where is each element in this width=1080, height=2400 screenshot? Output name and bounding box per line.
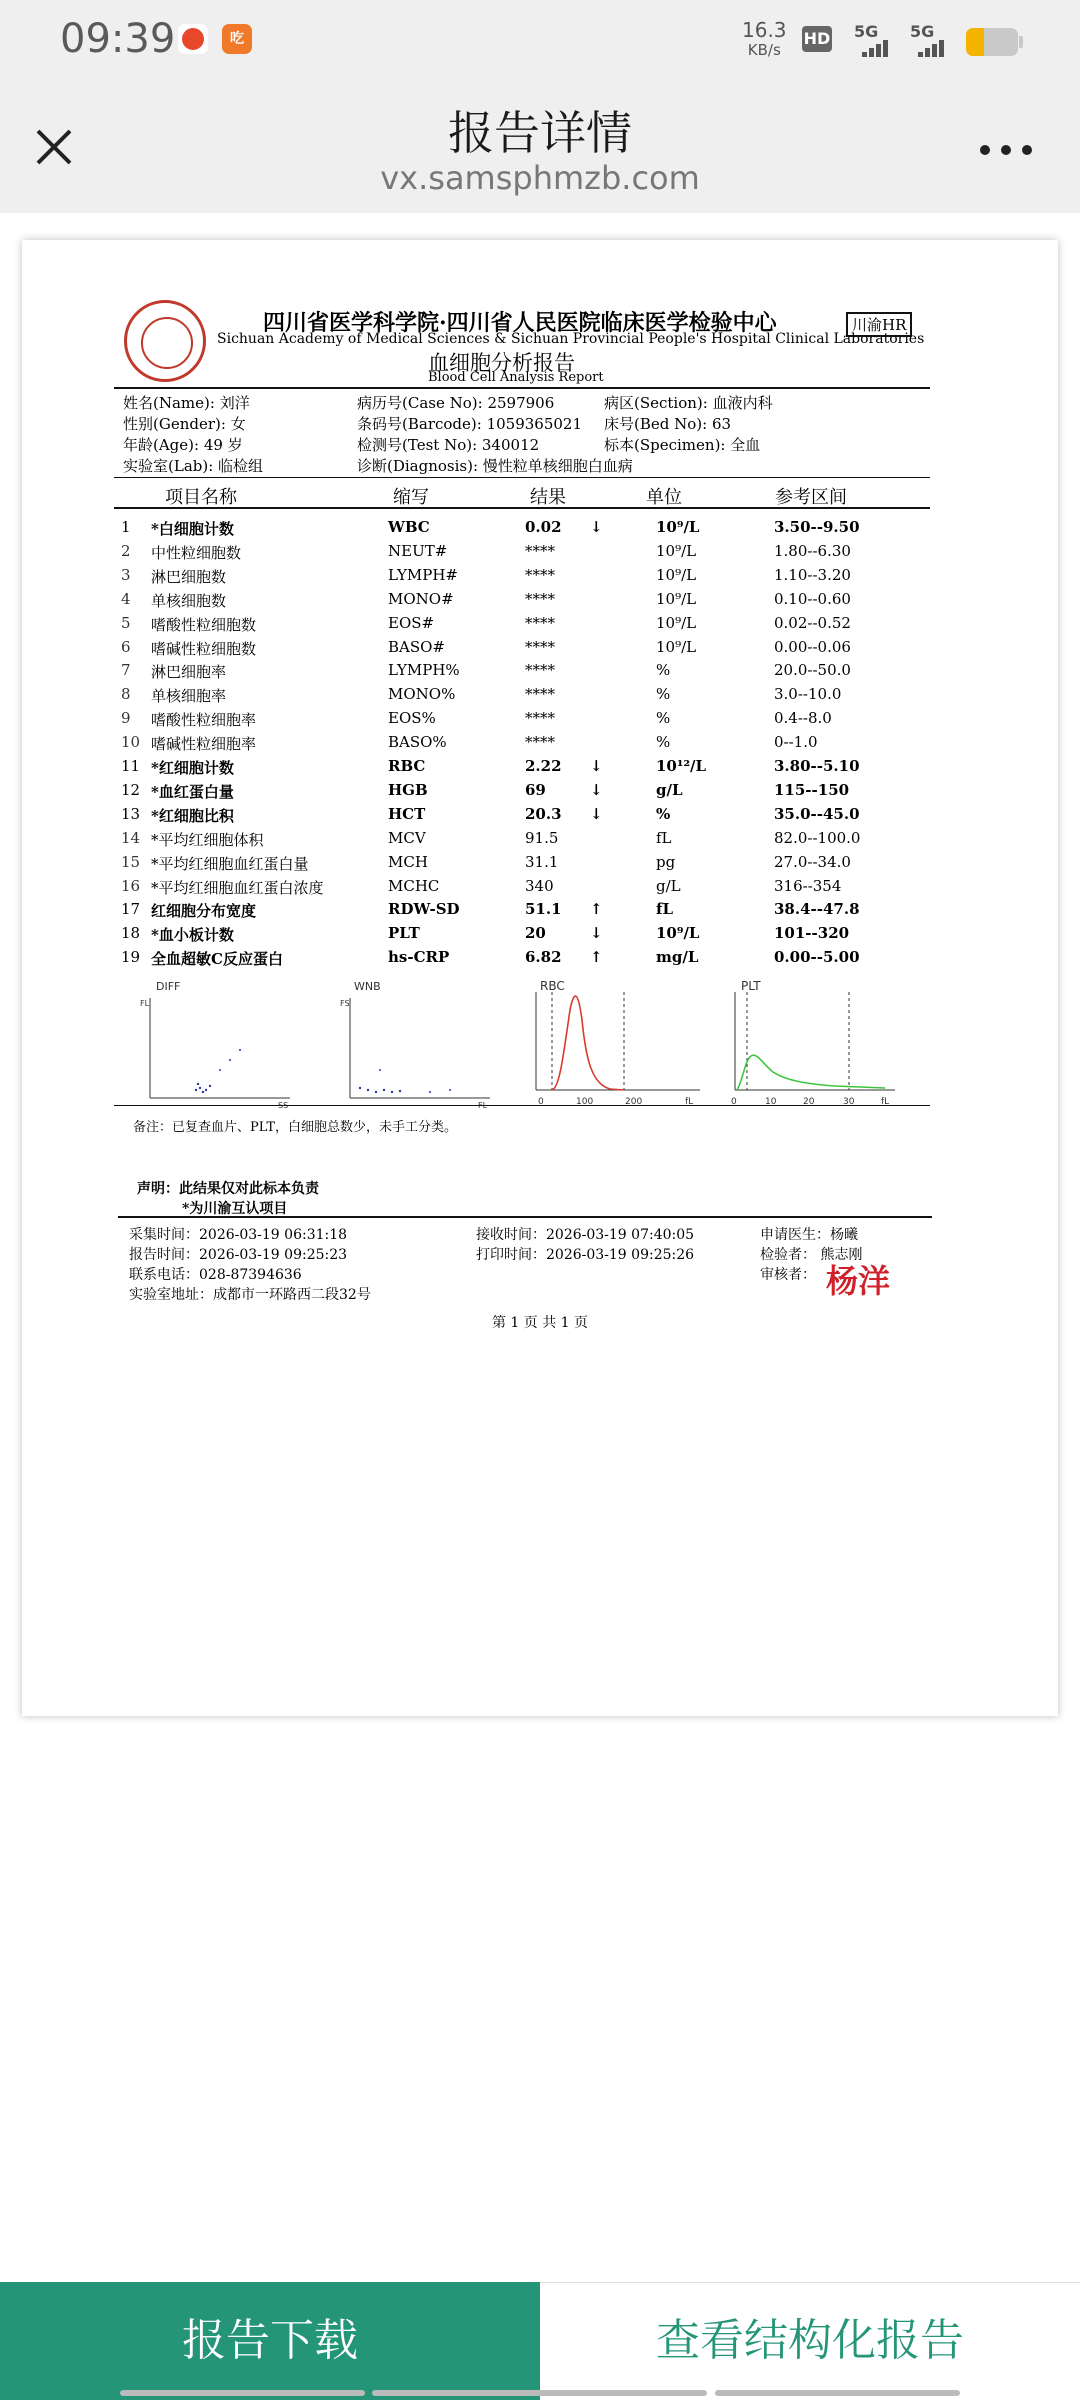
- row-flag: ↓: [590, 780, 603, 799]
- row-result: ****: [525, 589, 555, 608]
- declaration: 声明：此结果仅对此标本负责: [137, 1181, 319, 1197]
- row-unit: 10⁹/L: [656, 518, 700, 536]
- row-unit: %: [656, 685, 671, 704]
- row-range: 27.0--34.0: [774, 852, 851, 871]
- more-icon[interactable]: [976, 141, 1036, 161]
- row-abbr: PLT: [388, 924, 420, 943]
- row-result: 31.1: [525, 852, 559, 871]
- row-abbr: RBC: [388, 757, 426, 775]
- row-result: ****: [525, 661, 555, 680]
- plt-histogram: [725, 980, 915, 1110]
- row-unit: %: [656, 804, 671, 823]
- diff-axis-y: FL: [140, 999, 150, 1008]
- divider: [114, 507, 930, 509]
- page-indicator: 第 1 页 共 1 页: [491, 1315, 589, 1331]
- table-row: [0, 733, 1080, 757]
- row-range: 38.4--47.8: [774, 900, 860, 919]
- row-flag: ↓: [590, 518, 603, 536]
- row-range: 0.00--5.00: [774, 948, 860, 967]
- row-result: 2.22: [525, 757, 562, 775]
- row-range: 0.4--8.0: [774, 709, 832, 728]
- rbc-tick-unit: fL: [685, 1097, 694, 1107]
- row-abbr: NEUT#: [388, 541, 448, 560]
- lab-phone: 联系电话：028-87394636: [129, 1267, 302, 1283]
- plt-tick-30: 30: [843, 1097, 855, 1107]
- row-abbr: BASO%: [388, 733, 447, 752]
- view-structured-report-button[interactable]: 查看结构化报告: [540, 2282, 1080, 2400]
- row-item-name: 嗜酸性粒细胞率: [151, 711, 257, 730]
- net-speed-unit: KB/s: [747, 41, 781, 59]
- table-row: [0, 542, 1080, 566]
- row-result: 0.02: [525, 518, 562, 536]
- row-no: 6: [121, 637, 131, 656]
- row-abbr: LYMPH%: [388, 661, 460, 680]
- collect-time: 采集时间：2026-03-19 06:31:18: [129, 1227, 348, 1243]
- row-unit: 10⁹/L: [656, 613, 697, 632]
- battery-icon: [966, 28, 1018, 56]
- rbc-label: RBC: [540, 980, 565, 993]
- col-header-name: 项目名称: [165, 487, 237, 508]
- report-title: 血细胞分析报告: [428, 351, 575, 375]
- row-result: ****: [525, 709, 555, 728]
- bed-no: 床号(Bed No): 63: [604, 415, 732, 433]
- row-unit: 10⁹/L: [656, 565, 697, 584]
- row-result: 91.5: [525, 828, 559, 847]
- row-result: 69: [525, 780, 546, 799]
- table-row: [0, 900, 1080, 924]
- table-row: [0, 805, 1080, 829]
- row-result: ****: [525, 565, 555, 584]
- divider: [114, 1105, 930, 1106]
- case-no: 病历号(Case No): 2597906: [357, 394, 555, 412]
- remark: 备注：已复查血片、PLT，白细胞总数少，未手工分类。: [133, 1120, 457, 1135]
- row-item-name: 淋巴细胞数: [151, 567, 227, 586]
- row-result: 340: [525, 876, 554, 895]
- row-abbr: MONO#: [388, 589, 454, 608]
- lab-address: 实验室地址：成都市一环路西二段32号: [129, 1287, 371, 1303]
- net-speed: [742, 20, 787, 60]
- row-no: 1: [121, 518, 131, 536]
- row-range: 3.80--5.10: [774, 757, 860, 775]
- signal-bars-icon-1: [862, 38, 890, 56]
- row-no: 16: [121, 876, 141, 895]
- row-no: 10: [121, 733, 141, 752]
- row-no: 4: [121, 589, 131, 608]
- row-flag: ↓: [590, 757, 603, 775]
- row-abbr: HCT: [388, 804, 426, 823]
- row-flag: ↓: [590, 804, 603, 823]
- table-row: [0, 518, 1080, 542]
- row-unit: fL: [656, 900, 673, 919]
- table-row: [0, 877, 1080, 901]
- patient-gender: 性别(Gender): 女: [123, 415, 246, 433]
- row-range: 316--354: [774, 876, 842, 895]
- row-item-name: 嗜碱性粒细胞数: [151, 639, 257, 658]
- diff-axis-x: SS: [278, 1101, 289, 1110]
- row-range: 0.00--0.06: [774, 637, 851, 656]
- reviewer: 审核者：: [760, 1267, 816, 1283]
- row-item-name: 单核细胞率: [151, 687, 227, 706]
- row-abbr: MCV: [388, 828, 426, 847]
- status-bar: [0, 0, 1080, 85]
- row-range: 115--150: [774, 780, 850, 799]
- rbc-tick-100: 100: [576, 1097, 594, 1107]
- row-flag: ↑: [590, 900, 603, 919]
- net-speed-value: 16.3: [742, 18, 787, 42]
- row-unit: 10¹²/L: [656, 757, 707, 775]
- plt-tick-10: 10: [765, 1097, 777, 1107]
- table-row: [0, 948, 1080, 972]
- row-item-name: *红细胞计数: [151, 759, 234, 777]
- row-no: 13: [121, 804, 141, 823]
- lab: 实验室(Lab): 临检组: [123, 457, 264, 475]
- download-report-button[interactable]: 报告下载: [0, 2282, 540, 2400]
- row-item-name: *平均红细胞体积: [151, 830, 264, 849]
- col-header-result: 结果: [530, 487, 566, 508]
- row-item-name: *平均红细胞血红蛋白量: [151, 854, 309, 873]
- tomato-app-icon: [178, 24, 208, 54]
- row-no: 3: [121, 565, 131, 584]
- page-url: vx.samsphmzb.com: [380, 159, 700, 197]
- institution-en: Sichuan Academy of Medical Sciences & Sichuan Provincial People's Hospital Clinical Laboratories: [217, 331, 925, 347]
- signal-5g-label-1: 5G: [854, 22, 879, 41]
- report-subtitle: Blood Cell Analysis Report: [428, 370, 604, 385]
- divider: [114, 477, 930, 478]
- print-time: 打印时间：2026-03-19 09:25:26: [476, 1247, 695, 1263]
- rbc-tick-0: 0: [538, 1097, 544, 1107]
- hospital-seal-logo: [124, 300, 206, 382]
- table-row: [0, 924, 1080, 948]
- row-no: 11: [121, 757, 141, 775]
- diff-label: DIFF: [156, 980, 181, 993]
- plt-tick-unit: fL: [881, 1097, 890, 1107]
- diagnosis: 诊断(Diagnosis): 慢性粒单核细胞白血病: [357, 457, 633, 475]
- table-row: [0, 685, 1080, 709]
- row-abbr: EOS#: [388, 613, 435, 632]
- row-abbr: MCH: [388, 852, 428, 871]
- row-result: ****: [525, 733, 555, 752]
- plt-tick-0: 0: [731, 1097, 737, 1107]
- tester: 检验者： 熊志刚: [760, 1247, 863, 1263]
- row-unit: pg: [656, 852, 676, 871]
- wnb-label: WNB: [354, 980, 381, 993]
- rbc-tick-200: 200: [625, 1097, 643, 1107]
- col-header-range: 参考区间: [775, 487, 847, 508]
- row-range: 20.0--50.0: [774, 661, 851, 680]
- row-no: 18: [121, 924, 141, 943]
- row-item-name: 淋巴细胞率: [151, 663, 227, 682]
- row-item-name: 嗜碱性粒细胞率: [151, 735, 257, 754]
- hd-icon: HD: [802, 26, 832, 52]
- row-result: 51.1: [525, 900, 562, 919]
- row-unit: 10⁹/L: [656, 637, 697, 656]
- row-range: 0.02--0.52: [774, 613, 851, 632]
- row-range: 35.0--45.0: [774, 804, 860, 823]
- row-item-name: 嗜酸性粒细胞数: [151, 615, 257, 634]
- row-abbr: hs-CRP: [388, 948, 450, 967]
- row-unit: %: [656, 733, 671, 752]
- row-abbr: WBC: [388, 518, 430, 536]
- row-flag: ↓: [590, 924, 603, 943]
- row-abbr: MONO%: [388, 685, 456, 704]
- status-time: 09:39: [60, 16, 176, 62]
- page-title: 报告详情: [448, 106, 632, 160]
- home-indicator: [372, 2390, 707, 2396]
- wnb-axis-x: FL: [478, 1101, 488, 1110]
- row-range: 0.10--0.60: [774, 589, 851, 608]
- test-no: 检测号(Test No): 340012: [357, 436, 540, 454]
- row-result: 20: [525, 924, 546, 943]
- mutual-recognition-note: *为川渝互认项目: [182, 1201, 288, 1217]
- row-result: ****: [525, 637, 555, 656]
- row-unit: 10⁹/L: [656, 924, 700, 943]
- row-unit: mg/L: [656, 948, 699, 967]
- receive-time: 接收时间：2026-03-19 07:40:05: [476, 1227, 695, 1243]
- specimen: 标本(Specimen): 全血: [604, 436, 761, 454]
- row-abbr: EOS%: [388, 709, 436, 728]
- row-abbr: BASO#: [388, 637, 445, 656]
- row-item-name: 全血超敏C反应蛋白: [151, 950, 283, 969]
- table-row: [0, 661, 1080, 685]
- row-result: ****: [525, 685, 555, 704]
- row-unit: g/L: [656, 876, 681, 895]
- section: 病区(Section): 血液内科: [604, 394, 773, 412]
- row-no: 17: [121, 900, 141, 919]
- row-result: 20.3: [525, 804, 562, 823]
- row-no: 2: [121, 541, 131, 560]
- row-range: 0--1.0: [774, 733, 818, 752]
- row-item-name: *平均红细胞血红蛋白浓度: [151, 878, 324, 897]
- row-abbr: RDW-SD: [388, 900, 460, 919]
- report-time: 报告时间：2026-03-19 09:25:23: [129, 1247, 348, 1263]
- row-item-name: *血小板计数: [151, 926, 234, 945]
- row-range: 3.0--10.0: [774, 685, 842, 704]
- row-no: 5: [121, 613, 131, 632]
- table-row: [0, 853, 1080, 877]
- row-no: 7: [121, 661, 131, 680]
- divider: [114, 387, 930, 389]
- row-unit: %: [656, 661, 671, 680]
- wnb-scatter-plot: [340, 980, 530, 1110]
- row-unit: g/L: [656, 780, 683, 799]
- row-item-name: *红细胞比积: [151, 806, 234, 825]
- bottom-action-bar: [0, 2282, 1080, 2400]
- row-result: ****: [525, 541, 555, 560]
- row-no: 9: [121, 709, 131, 728]
- row-item-name: *血红蛋白量: [151, 782, 234, 801]
- row-range: 101--320: [774, 924, 850, 943]
- table-row: [0, 590, 1080, 614]
- rbc-histogram: [530, 980, 720, 1110]
- row-range: 82.0--100.0: [774, 828, 861, 847]
- row-no: 19: [121, 948, 141, 967]
- row-result: ****: [525, 613, 555, 632]
- col-header-unit: 单位: [646, 487, 682, 508]
- col-header-abbr: 缩写: [393, 487, 429, 508]
- row-item-name: 中性粒细胞数: [151, 543, 242, 562]
- row-range: 1.10--3.20: [774, 565, 851, 584]
- patient-name: 姓名(Name): 刘洋: [123, 394, 250, 412]
- row-range: 3.50--9.50: [774, 518, 860, 536]
- patient-age: 年龄(Age): 49 岁: [123, 436, 243, 454]
- home-indicator: [120, 2390, 365, 2396]
- row-abbr: LYMPH#: [388, 565, 459, 584]
- reviewer-signature: 杨洋: [826, 1262, 891, 1300]
- row-unit: 10⁹/L: [656, 589, 697, 608]
- barcode: 条码号(Barcode): 1059365021: [357, 415, 583, 433]
- plt-label: PLT: [741, 980, 761, 993]
- row-no: 12: [121, 780, 141, 799]
- wnb-axis-y: FS: [340, 999, 350, 1008]
- row-unit: 10⁹/L: [656, 541, 697, 560]
- row-no: 14: [121, 828, 141, 847]
- signal-bars-icon-2: [918, 38, 946, 56]
- row-range: 1.80--6.30: [774, 541, 851, 560]
- notification-app-icon: 吃: [222, 24, 252, 54]
- row-flag: ↑: [590, 948, 603, 967]
- diff-scatter-plot: [140, 980, 330, 1110]
- home-indicator: [715, 2390, 960, 2396]
- row-result: 6.82: [525, 948, 562, 967]
- nav-bar: [0, 85, 1080, 213]
- plt-tick-20: 20: [803, 1097, 815, 1107]
- row-no: 15: [121, 852, 141, 871]
- table-row: [0, 614, 1080, 638]
- row-item-name: 单核细胞数: [151, 591, 227, 610]
- row-item-name: *白细胞计数: [151, 520, 234, 538]
- battery-tip: [1019, 36, 1023, 48]
- row-abbr: HGB: [388, 780, 428, 799]
- institution-cn: 四川省医学科学院·四川省人民医院临床医学检验中心: [263, 310, 777, 336]
- table-row: [0, 638, 1080, 662]
- table-row: [0, 781, 1080, 805]
- divider: [118, 1216, 932, 1218]
- table-row: [0, 566, 1080, 590]
- row-abbr: MCHC: [388, 876, 440, 895]
- requesting-doctor: 申请医生：杨曦: [760, 1227, 858, 1243]
- battery-level-fill: [966, 28, 984, 56]
- row-unit: %: [656, 709, 671, 728]
- row-item-name: 红细胞分布宽度: [151, 902, 257, 921]
- table-row: [0, 709, 1080, 733]
- signal-5g-label-2: 5G: [910, 22, 935, 41]
- table-row: [0, 757, 1080, 781]
- row-no: 8: [121, 685, 131, 704]
- table-row: [0, 829, 1080, 853]
- row-unit: fL: [656, 828, 672, 847]
- mutual-recognition-tag: 川渝HR: [846, 312, 912, 337]
